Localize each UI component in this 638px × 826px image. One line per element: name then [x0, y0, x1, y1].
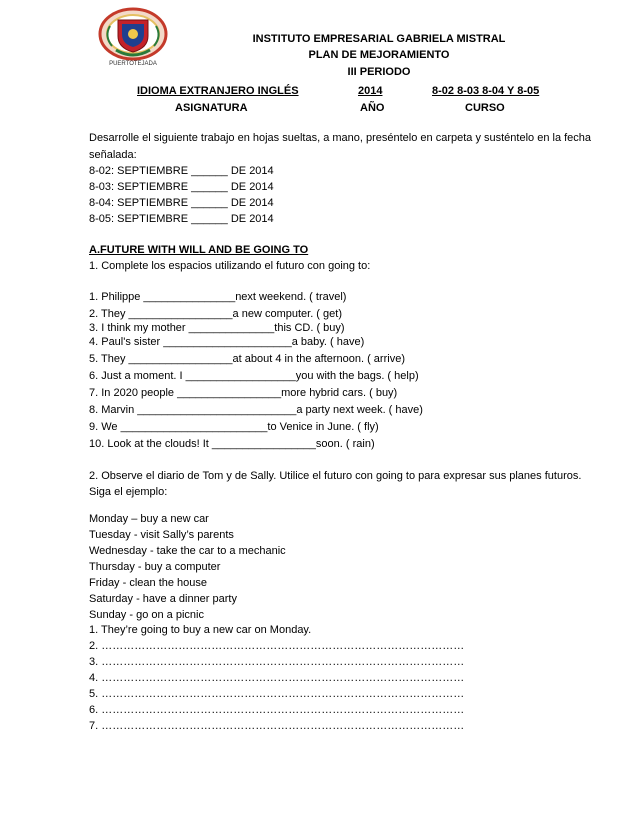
courses-value: 8-02 8-03 8-04 Y 8-05: [432, 85, 540, 97]
answer-line: 3. ………………………………………………………………………………………: [89, 656, 465, 668]
subject-name: IDIOMA EXTRANJERO INGLÉS: [137, 85, 299, 97]
exercise-item: 8. Marvin __________________________a party next week. ( have): [89, 404, 423, 416]
exercise-item: 3. I think my mother ______________this CD. ( buy): [89, 322, 345, 334]
due-date-line: 8-04: SEPTIEMBRE ______ DE 2014: [89, 197, 274, 209]
exercise-2-title: 2. Observe el diario de Tom y de Sally. Utilice el futuro con going to para expresar sus planes futuros.: [89, 470, 582, 482]
instructions-line: Desarrolle el siguiente trabajo en hojas sueltas, a mano, preséntelo en carpeta y susténtelo en la fecha: [89, 132, 592, 144]
instructions-line: señalada:: [89, 149, 137, 161]
exercise-2-example: Siga el ejemplo:: [89, 486, 168, 498]
diary-entry: Friday - clean the house: [89, 577, 208, 589]
answer-line: 6. ………………………………………………………………………………………: [89, 704, 465, 716]
exercise-item: 9. We ________________________to Venice in June. ( fly): [89, 421, 379, 433]
section-a-title: A.FUTURE WITH WILL AND BE GOING TO: [89, 244, 309, 256]
due-date-line: 8-02: SEPTIEMBRE ______ DE 2014: [89, 165, 274, 177]
exercise-item: 6. Just a moment. I __________________you with the bags. ( help): [89, 370, 419, 382]
diary-entry: Wednesday - take the car to a mechanic: [89, 545, 286, 557]
answer-line: 2. ………………………………………………………………………………………: [89, 640, 465, 652]
courses-label: CURSO: [465, 102, 505, 114]
due-date-line: 8-03: SEPTIEMBRE ______ DE 2014: [89, 181, 274, 193]
diary-entry: Tuesday - visit Sally’s parents: [89, 529, 234, 541]
diary-entry: Monday – buy a new car: [89, 513, 209, 525]
exercise-item: 10. Look at the clouds! It _________________soon. ( rain): [89, 438, 375, 450]
exercise-item: 2. They _________________a new computer. ( get): [89, 308, 342, 320]
logo-caption: PUERTOTEJADA: [109, 61, 157, 67]
exercise-1-title: 1. Complete los espacios utilizando el futuro con going to:: [89, 260, 371, 272]
exercise-item: 7. In 2020 people _________________more hybrid cars. ( buy): [89, 387, 398, 399]
exercise-item: 1. Philippe _______________next weekend. ( travel): [89, 291, 347, 303]
exercise-item: 4. Paul's sister _____________________a baby. ( have): [89, 336, 365, 348]
period-title: III PERIODO: [347, 66, 411, 78]
answer-line: 5. ………………………………………………………………………………………: [89, 688, 465, 700]
diary-entry: Saturday - have a dinner party: [89, 593, 237, 605]
plan-title: PLAN DE MEJORAMIENTO: [308, 49, 450, 61]
institution-title: INSTITUTO EMPRESARIAL GABRIELA MISTRAL: [252, 33, 506, 45]
year-value: 2014: [358, 85, 383, 97]
due-date-line: 8-05: SEPTIEMBRE ______ DE 2014: [89, 213, 274, 225]
year-label: AÑO: [360, 102, 385, 114]
answer-line: 1. They’re going to buy a new car on Monday.: [89, 624, 312, 636]
diary-entry: Thursday - buy a computer: [89, 561, 221, 573]
subject-label: ASIGNATURA: [175, 102, 248, 114]
diary-entry: Sunday - go on a picnic: [89, 609, 204, 621]
exercise-item: 5. They _________________at about 4 in the afternoon. ( arrive): [89, 353, 405, 365]
answer-line: 4. ………………………………………………………………………………………: [89, 672, 465, 684]
answer-line: 7. ………………………………………………………………………………………: [89, 720, 465, 732]
